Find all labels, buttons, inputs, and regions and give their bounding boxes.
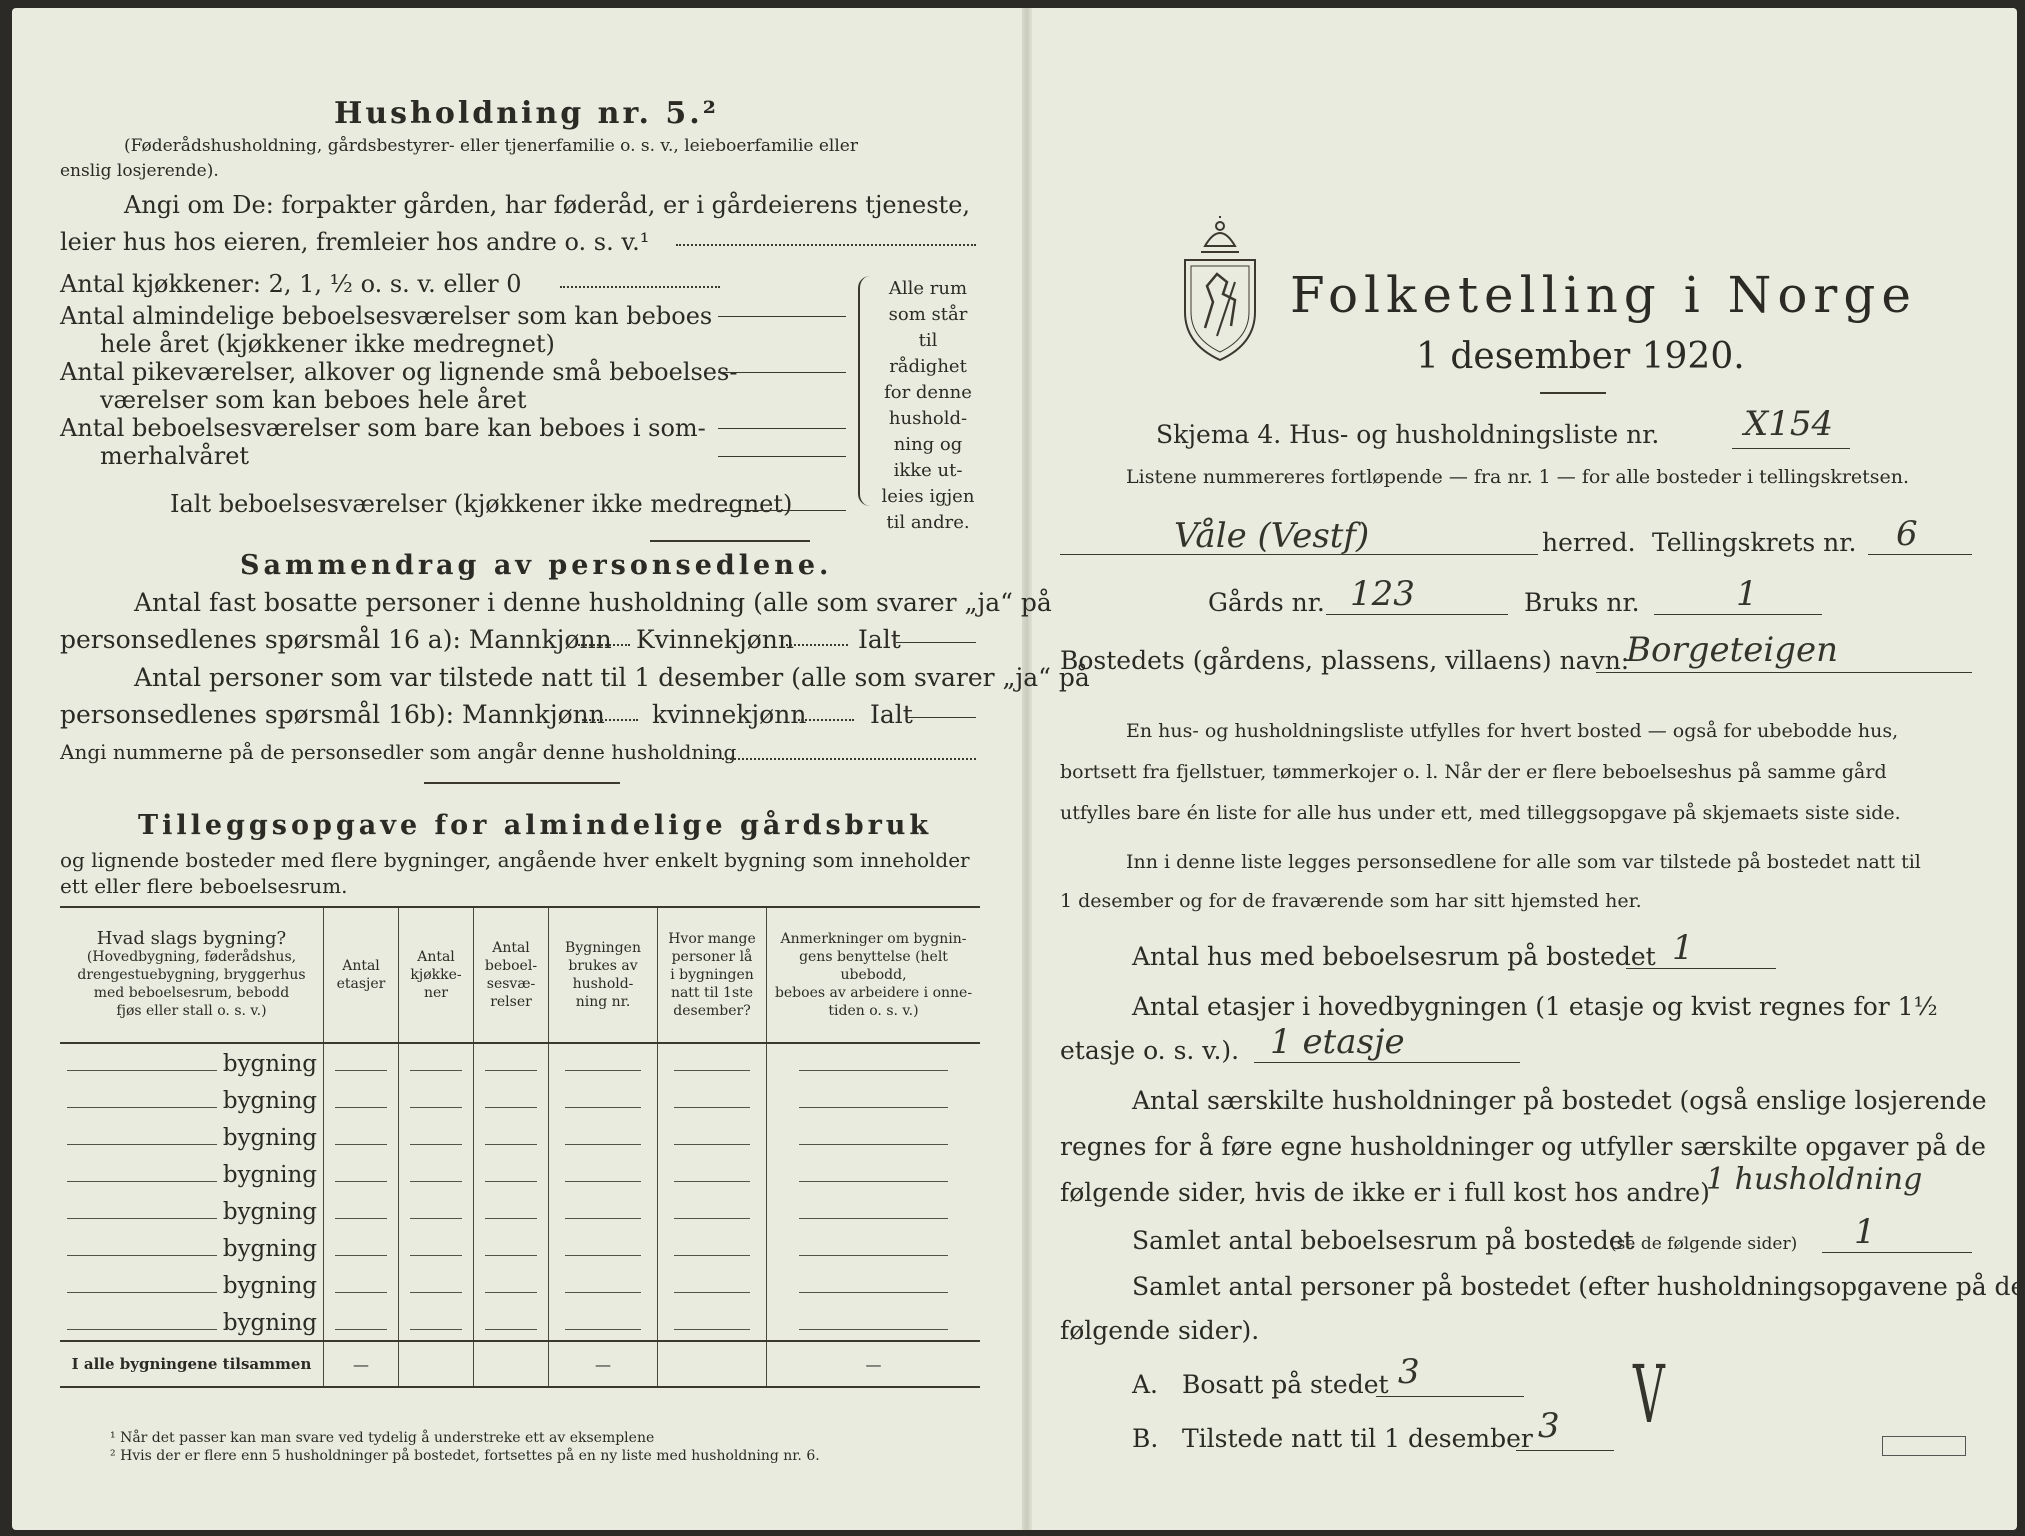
table-cell[interactable] [549,1081,658,1118]
total-cell[interactable] [658,1341,767,1387]
hush-value[interactable]: 1 husholdning [1706,1162,1923,1197]
header-text: ning nr. [575,994,631,1010]
table-row [60,1192,980,1229]
room-answer-3[interactable] [718,428,846,429]
bygning-blank [67,1196,217,1219]
bygning-blank [67,1233,217,1256]
ialt-rooms-answer[interactable] [718,510,846,511]
table-cell[interactable] [474,1155,549,1192]
cell-blank [674,1270,750,1293]
cell-blank [335,1307,387,1330]
bygning-label: bygning [222,1310,317,1336]
table-cell[interactable] [474,1229,549,1266]
room-line-5: værelser som kan beboes hele året [100,386,527,414]
side-note-line: rådighet [889,356,967,377]
summary-line-3: Antal personer som var tilstede natt til 1 desember (alle som svarer „ja“ på [134,663,1090,692]
hush-line-2: regnes for å føre egne husholdninger og utfyller særskilte opgaver på de [1060,1132,1986,1161]
summary-line-4a: personsedlenes spørsmål 16b): Mannkjønn [60,700,605,729]
table-row [60,1266,980,1303]
table-cell[interactable] [324,1229,399,1266]
room-answer-2[interactable] [718,372,846,373]
summary-line-4b: kvinnekjønn [652,700,807,729]
header-text: Antal [492,940,530,956]
check-mark: V [1633,1348,1665,1441]
bygning-label: bygning [222,1236,317,1262]
cell-blank [799,1085,948,1108]
header-text: etasjer [336,976,386,992]
side-note-line: for denne [884,382,972,403]
a-value[interactable]: 3 [1398,1352,1420,1392]
b-line [1516,1450,1614,1451]
header-text: ner [424,985,448,1001]
cell-blank [410,1233,462,1256]
angi-line-2: leier hus hos eieren, fremleier hos andre o. s. v.¹ [60,228,650,256]
etasjer-line [1254,1062,1520,1063]
cell-blank [565,1159,641,1182]
cell-blank [485,1085,537,1108]
bygning-blank [67,1048,217,1071]
bygning-cell[interactable] [60,1081,324,1118]
table-cell[interactable] [474,1303,549,1341]
summary-line-1: Antal fast bosatte personer i denne husholdning (alle som svarer „ja“ på [134,588,1052,617]
room-answer-4[interactable] [718,456,846,457]
cell-blank [485,1196,537,1219]
table-cell[interactable] [549,1155,658,1192]
bygning-cell[interactable] [60,1118,324,1155]
cell-blank [335,1233,387,1256]
instruction-5: 1 desember og for de fraværende som har sitt hjemsted her. [1060,890,1642,912]
table-row [60,1155,980,1192]
header-text: tiden o. s. v.) [828,1003,919,1019]
a-line [1376,1396,1524,1397]
bosted-line [1596,672,1972,673]
table-cell[interactable] [324,1118,399,1155]
summary-line-2c: Ialt [858,625,901,654]
header-text: i bygningen [670,967,754,983]
header-text: desember? [673,1003,751,1019]
side-note-line: leies igjen [881,486,975,507]
header-anmerkninger [767,907,981,1043]
cell-blank [565,1270,641,1293]
instruction-3: utfylles bare én liste for alle hus under ett, med tilleggsopgave på skjemaets siste side. [1060,802,1901,824]
table-row [60,1118,980,1155]
cell-blank [674,1122,750,1145]
cell-blank [410,1307,462,1330]
total-cell[interactable] [474,1341,549,1387]
footnote-1: ¹ Når det passer kan man svare ved tydelig å understreke ett av eksemplene [110,1430,655,1446]
angi-answer-line[interactable] [676,244,976,246]
left-page [12,8,1090,1530]
gards-label: Gårds nr. [1208,588,1325,617]
cell-blank [565,1307,641,1330]
cell-blank [565,1233,641,1256]
header-text: hushold- [572,976,634,992]
table-cell[interactable] [767,1081,981,1118]
printer-stamp [1882,1436,1966,1456]
cell-blank [674,1048,750,1071]
hush-line-3: følgende sider, hvis de ikke er i full kost hos andre) [1060,1178,1710,1207]
table-cell[interactable] [399,1118,474,1155]
ialt-16a-answer[interactable] [896,642,976,643]
side-note-line: ikke ut- [893,460,963,481]
total-cell[interactable]: — [767,1341,981,1387]
building-table [60,906,980,1388]
samlet-rum-value[interactable]: 1 [1854,1212,1876,1252]
household-title: Husholdning nr. 5.² [334,96,719,131]
header-etasjer [324,907,399,1043]
room-line-6: Antal beboelsesværelser som bare kan beboes i som- [60,414,706,442]
header-text: Hvad slags bygning? [96,928,287,949]
header-husholdning-nr [549,907,658,1043]
table-cell[interactable] [399,1229,474,1266]
table-cell[interactable] [324,1081,399,1118]
cell-blank [335,1048,387,1071]
header-kjokkener [399,907,474,1043]
bygning-blank [67,1159,217,1182]
cell-blank [485,1233,537,1256]
samlet-rum-line [1822,1252,1972,1253]
summary-line-4c: Ialt [870,700,913,729]
etasjer-value[interactable]: 1 etasje [1270,1022,1405,1062]
bygning-label: bygning [222,1273,317,1299]
cell-blank [799,1196,948,1219]
cell-blank [799,1270,948,1293]
hus-line [1626,968,1776,969]
cell-blank [674,1085,750,1108]
table-cell[interactable] [767,1043,981,1081]
table-cell[interactable] [658,1118,767,1155]
header-text: gens benyttelse (helt ubebodd, [799,949,948,983]
intro-line-2: enslig losjerende). [60,161,219,181]
samlet-pers-line-2: følgende sider). [1060,1316,1260,1345]
section-divider [650,540,810,542]
cell-blank [485,1122,537,1145]
bosted-label: Bostedets (gårdens, plassens, villaens) navn: [1060,646,1630,675]
cell-blank [485,1048,537,1071]
ialt-16b-answer[interactable] [906,717,976,718]
herred-value[interactable]: Våle (Vestf) [1174,516,1370,556]
table-cell[interactable] [658,1043,767,1081]
bygning-blank [67,1085,217,1108]
room-line-1: Antal kjøkkener: 2, 1, ½ o. s. v. eller 0 [60,270,522,298]
table-cell[interactable] [324,1043,399,1081]
skjema-line [1732,448,1850,449]
title-divider [1540,392,1606,394]
herred-label: herred. [1542,528,1636,557]
summary-line-2b: Kvinnekjønn [636,625,794,654]
bygning-label: bygning [222,1088,317,1114]
etasjer-line-2: etasje o. s. v.). [1060,1036,1240,1065]
table-row [60,1303,980,1341]
room-dots-1 [560,286,720,288]
side-note-line: hushold- [888,408,968,429]
total-cell[interactable]: — [549,1341,658,1387]
cell-blank [565,1085,641,1108]
table-cell[interactable] [658,1192,767,1229]
table-cell[interactable] [767,1155,981,1192]
table-cell[interactable] [549,1229,658,1266]
table-cell[interactable] [324,1303,399,1341]
header-text: personer lå [671,949,753,965]
kvinne-16a-answer[interactable] [786,644,848,646]
instruction-1: En hus- og husholdningsliste utfylles for hvert bosted — også for ubebodde hus, [1126,720,1899,742]
cell-blank [674,1233,750,1256]
footnote-2: ² Hvis der er flere enn 5 husholdninger på bostedet, fortsettes på en ny liste med husholdning nr. 6. [110,1448,820,1464]
table-cell[interactable] [767,1118,981,1155]
building-table-header [60,907,980,1043]
side-note-line: Alle rum [888,278,968,299]
header-text: Anmerkninger om bygnin- [780,931,967,947]
cell-blank [410,1270,462,1293]
census-sheet [12,8,2025,1530]
bygning-cell[interactable] [60,1043,324,1081]
bygning-blank [67,1122,217,1145]
bygning-label: bygning [222,1162,317,1188]
hush-line-1: Antal særskilte husholdninger på bostedet (også enslige losjerende [1132,1086,1987,1115]
personsedler-answer[interactable] [722,758,976,760]
table-cell[interactable] [767,1266,981,1303]
table-row [60,1043,980,1081]
kvinne-16b-answer[interactable] [798,719,854,721]
table-cell[interactable] [549,1192,658,1229]
summary-title: Sammendrag av personsedlene. [240,550,833,581]
room-line-2: Antal almindelige beboelsesværelser som kan beboes [60,302,713,330]
side-note-line: ning og [893,434,963,455]
mann-16a-answer[interactable] [578,644,630,646]
total-label: I alle bygningene tilsammen [60,1341,324,1387]
table-cell[interactable] [474,1192,549,1229]
cell-blank [410,1196,462,1219]
section-divider-2 [424,782,620,784]
total-row [60,1341,980,1387]
hus-value[interactable]: 1 [1672,928,1694,968]
cell-blank [485,1307,537,1330]
room-answer-1[interactable] [718,316,846,317]
header-text: beboel- [484,958,538,974]
table-cell[interactable] [399,1043,474,1081]
cell-blank [799,1307,948,1330]
cell-blank [335,1196,387,1219]
bygning-cell[interactable] [60,1155,324,1192]
gards-line [1326,614,1508,615]
intro-line-1: (Føderådshusholdning, gårdsbestyrer- eller tjenerfamilie o. s. v., leieboerfamilie eller [124,136,858,156]
table-cell[interactable] [658,1155,767,1192]
header-text: kjøkke- [410,967,462,983]
ialt-rooms: Ialt beboelsesværelser (kjøkkener ikke medregnet) [170,490,793,518]
cell-blank [485,1159,537,1182]
room-line-4: Antal pikeværelser, alkover og lignende små beboelses- [60,358,738,386]
cell-blank [674,1159,750,1182]
page-fold [1022,8,1032,1530]
skjema-number[interactable]: X154 [1744,404,1834,444]
header-text: beboes av arbeidere i onne- [774,985,973,1001]
summary-line-2a: personsedlenes spørsmål 16 a): Mannkjønn [60,625,612,654]
header-text: natt til 1ste [670,985,754,1001]
cell-blank [565,1196,641,1219]
table-cell[interactable] [549,1303,658,1341]
side-brace [858,276,872,506]
tillegg-title: Tilleggsopgave for almindelige gårdsbruk [138,810,933,841]
bygning-blank [67,1270,217,1293]
bygning-label: bygning [222,1051,317,1077]
cell-blank [335,1270,387,1293]
table-cell[interactable] [658,1266,767,1303]
bygning-label: bygning [222,1125,317,1151]
cell-blank [799,1233,948,1256]
table-cell[interactable] [658,1229,767,1266]
cell-blank [335,1122,387,1145]
bruks-line [1654,614,1822,615]
b-text: Tilstede natt til 1 desember [1182,1424,1533,1453]
bygning-cell[interactable] [60,1303,324,1341]
instruction-2: bortsett fra fjellstuer, tømmerkojer o. l. Når der er flere beboelseshus på samme gård [1060,761,1887,783]
cell-blank [799,1122,948,1145]
table-cell[interactable] [324,1192,399,1229]
table-cell[interactable] [549,1118,658,1155]
table-cell[interactable] [474,1118,549,1155]
table-cell[interactable] [658,1081,767,1118]
header-text: sesvæ- [486,976,536,992]
table-cell[interactable] [767,1303,981,1341]
table-cell[interactable] [474,1043,549,1081]
norway-coat-of-arms-icon [1177,216,1263,362]
bruks-label: Bruks nr. [1524,588,1640,617]
header-text: med beboelsesrum, bebodd [93,985,290,1001]
table-cell[interactable] [399,1266,474,1303]
side-note [878,276,978,536]
table-cell[interactable] [399,1155,474,1192]
cell-blank [674,1196,750,1219]
table-cell[interactable] [324,1266,399,1303]
etasjer-line-1: Antal etasjer i hovedbygningen (1 etasje og kvist regnes for 1½ [1132,992,1938,1021]
krets-line [1868,554,1972,555]
table-cell[interactable] [399,1192,474,1229]
summary-line-5: Angi nummerne på de personsedler som angår denne husholdning [60,740,737,764]
room-line-7: merhalvåret [100,442,250,470]
cell-blank [410,1122,462,1145]
tillegg-line-1: og lignende bosteder med flere bygninger, angående hver enkelt bygning som inneholder [60,848,970,872]
header-text: Antal [342,958,380,974]
table-cell[interactable] [767,1229,981,1266]
angi-line-1: Angi om De: forpakter gården, har føderåd, er i gårdeierens tjeneste, [124,191,971,219]
a-label: A. [1132,1370,1159,1399]
header-text: relser [490,994,532,1010]
cell-blank [799,1159,948,1182]
numbering-note: Listene nummereres fortløpende — fra nr. 1 — for alle bosteder i tellingskretsen. [1126,466,1910,488]
cell-blank [410,1159,462,1182]
hus-label: Antal hus med beboelsesrum på bostedet [1132,942,1656,971]
header-text: drengestuebygning, bryggerhus [77,967,306,983]
cell-blank [565,1048,641,1071]
table-cell[interactable] [549,1043,658,1081]
bygning-cell[interactable] [60,1266,324,1303]
header-bygning [60,907,324,1043]
total-cell[interactable] [399,1341,474,1387]
cell-blank [674,1307,750,1330]
tillegg-line-2: ett eller flere beboelsesrum. [60,874,348,898]
table-cell[interactable] [549,1266,658,1303]
cell-blank [335,1159,387,1182]
right-page [1032,8,2025,1530]
table-row [60,1081,980,1118]
header-text: Antal [417,949,455,965]
herred-line [1060,554,1538,555]
samlet-rum-small: (se de følgende sider) [1610,1234,1798,1254]
table-cell[interactable] [399,1303,474,1341]
table-cell[interactable] [474,1266,549,1303]
header-personer [658,907,767,1043]
header-text: Bygningen [565,940,641,956]
bruks-value[interactable]: 1 [1736,574,1758,614]
instruction-4: Inn i denne liste legges personsedlene for alle som var tilstede på bostedet natt til [1126,851,1921,873]
b-label: B. [1132,1424,1159,1453]
building-table-body [60,1043,980,1387]
table-cell[interactable] [474,1081,549,1118]
table-cell[interactable] [399,1081,474,1118]
header-text: Hvor mange [668,931,756,947]
table-cell[interactable] [658,1303,767,1341]
a-text: Bosatt på stedet [1182,1370,1389,1399]
cell-blank [565,1122,641,1145]
header-text: fjøs eller stall o. s. v.) [116,1003,267,1019]
samlet-pers-line-1: Samlet antal personer på bostedet (efter husholdningsopgavene på de [1132,1272,2025,1301]
cell-blank [410,1085,462,1108]
gards-value[interactable]: 123 [1350,574,1415,614]
krets-label: Tellingskrets nr. [1652,528,1857,557]
bygning-cell[interactable] [60,1229,324,1266]
table-row [60,1229,980,1266]
census-title: Folketelling i Norge [1290,266,1917,324]
side-note-line: som står til [888,304,968,351]
cell-blank [799,1048,948,1071]
header-text: brukes av [568,958,638,974]
cell-blank [335,1085,387,1108]
bosted-value[interactable]: Borgeteigen [1626,630,1839,670]
room-line-3: hele året (kjøkkener ikke medregnet) [100,330,555,358]
krets-value[interactable]: 6 [1896,514,1918,554]
bygning-blank [67,1307,217,1330]
bygning-label: bygning [222,1199,317,1225]
mann-16b-answer[interactable] [582,719,638,721]
samlet-rum-label: Samlet antal beboelsesrum på bostedet [1132,1226,1634,1255]
bygning-cell[interactable] [60,1192,324,1229]
header-text: (Hovedbygning, føderådshus, [86,949,297,965]
header-beboelsesvaerelser [474,907,549,1043]
table-cell[interactable] [767,1192,981,1229]
side-note-line: til andre. [886,512,970,533]
cell-blank [485,1270,537,1293]
cell-blank [410,1048,462,1071]
census-date: 1 desember 1920. [1416,336,1745,377]
b-value[interactable]: 3 [1538,1406,1560,1446]
skjema-label: Skjema 4. Hus- og husholdningsliste nr. [1156,420,1660,449]
table-cell[interactable] [324,1155,399,1192]
total-cell[interactable]: — [324,1341,399,1387]
